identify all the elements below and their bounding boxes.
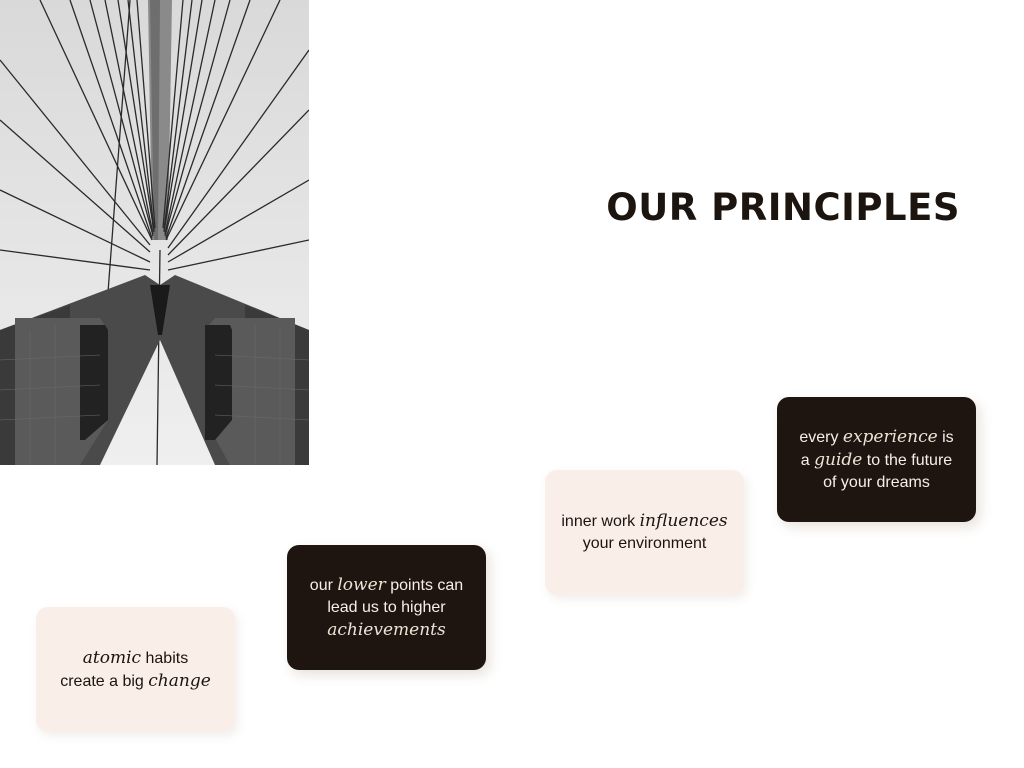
card-text	[310, 574, 463, 642]
card-text-accent: change	[148, 670, 211, 691]
card-text-segment: habits	[141, 649, 189, 667]
card-text-segment: our	[309, 576, 338, 594]
bridge-photo	[0, 0, 309, 465]
card-text-accent: experience	[842, 426, 938, 447]
bridge-illustration	[0, 0, 309, 465]
card-text-segment: lead us to higher	[327, 598, 446, 616]
card-text-accent: lower	[337, 574, 386, 595]
card-text	[799, 426, 953, 494]
card-text-segment: create a big	[60, 672, 149, 690]
card-text-segment: your environment	[582, 535, 707, 552]
card-text-segment: to the future	[862, 451, 953, 469]
page-title: OUR PRINCIPLES	[606, 186, 960, 229]
card-text-accent: atomic	[82, 647, 142, 668]
card-text	[60, 647, 211, 693]
principle-card-2	[287, 545, 486, 670]
card-text	[561, 510, 727, 555]
principle-card-4	[777, 397, 976, 522]
principle-card-3	[545, 470, 744, 595]
card-text-segment: inner work	[561, 513, 640, 530]
card-text-segment: of your dreams	[823, 473, 930, 491]
card-text-segment: is	[937, 428, 954, 446]
card-text-segment: a	[800, 451, 815, 469]
card-text-accent: guide	[814, 449, 863, 470]
card-text-segment: every	[799, 428, 843, 446]
card-text-accent: achievements	[327, 619, 446, 640]
principle-card-1	[36, 607, 235, 732]
card-text-accent: influences	[639, 511, 728, 531]
card-text-segment: points can	[385, 576, 464, 594]
